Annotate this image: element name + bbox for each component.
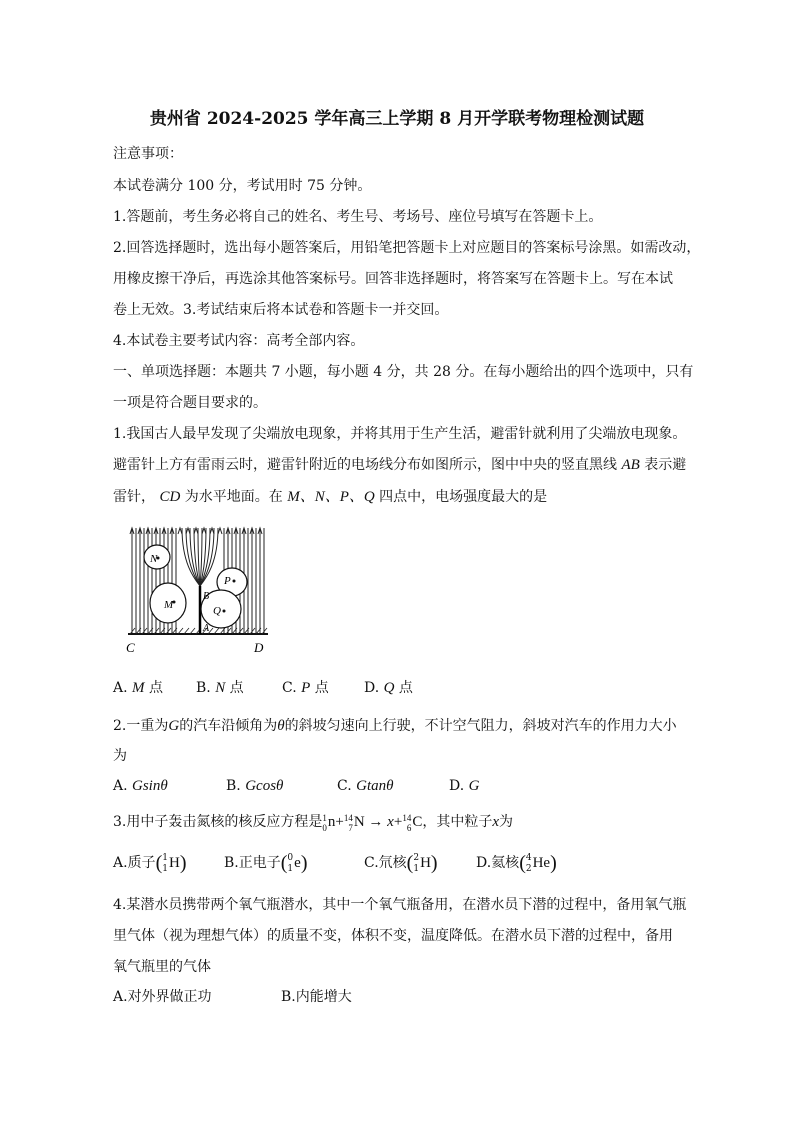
notice-heading: 注意事项： [113,146,183,162]
field-line [202,528,206,534]
q2-var-theta: θ [277,718,285,734]
q4-line-3: 氧气瓶里的气体 [113,959,211,975]
option-key: D. [364,680,384,696]
q2-line-1-b: 的汽车沿倾角为 [179,718,278,734]
q1-var-points: M、N、P、Q [287,489,375,505]
mass-number: 4 [525,853,532,863]
option-tail: 点 [225,680,244,696]
option-key: B. [224,855,239,871]
option-text: 对外界做正功 [127,989,212,1005]
notice-line-2: 1.答题前，考生务必将自己的姓名、考生号、考场号、座位号填写在答题卡上。 [113,209,603,225]
field-line [186,528,190,534]
option-key: D. [476,855,492,871]
option-tail: 点 [394,680,413,696]
q3-line-1-c: 为 [499,814,513,830]
q2-line-2: 为 [113,748,127,764]
q1-option-d[interactable] [364,678,413,698]
mass-number: 0 [287,853,294,863]
label-d: D [254,640,264,655]
charge-number: 6 [406,822,412,833]
element-symbol: H [420,855,431,871]
label-c: C [126,640,135,655]
q4-line-2: 里气体（视为理想气体）的质量不变，体积不变，温度降低。在潜水员下潜的过程中，备用 [113,928,673,944]
option-key: C. [337,778,357,794]
option-var: P [301,680,311,696]
option-key: A. [113,989,128,1005]
section1-line-1: 一、单项选择题：本题共 7 小题，每小题 4 分，共 28 分。在每小题给出的四个选项中，只有 [113,364,694,380]
q1-var-cd: CD [159,489,181,505]
arrow-icon: → [364,814,388,830]
mass-number: 14 [402,812,412,823]
option-key: B. [281,989,296,1005]
q3-option-a[interactable]: A.质子(1 1H) [113,852,187,874]
charge-number: 1 [413,864,420,874]
notice-line-4: 用橡皮擦干净后，再选涂其他答案标号。回答非选择题时，将答案写在答题卡上。写在本试 [113,271,673,287]
element-symbol: H [168,855,180,871]
q2-var-g: G [168,718,180,734]
option-var: Q [383,680,395,696]
option-name: 质子 [127,855,156,871]
label-p: P [224,575,231,587]
field-line [200,528,218,586]
section1-line-2: 一项是符合题目要求的。 [113,395,267,411]
label-b: B [203,591,210,602]
label-a: A [203,623,210,634]
q1-line-3-b: 为水平地面。在 [184,489,283,505]
nitrogen-symbol: N [353,814,365,830]
mass-number: 2 [413,853,420,863]
option-expr: Gsinθ [132,778,168,794]
exam-title: 贵州省 2024-2025 学年高三上学期 8 月开学联考物理检测试题 [149,109,645,129]
neutron-symbol: n [327,814,336,830]
option-key: B. [196,680,216,696]
reaction-equation [322,812,422,833]
q1-line-3-a: 雷针， [113,489,155,505]
q1-option-c[interactable] [282,678,329,698]
q3-option-d[interactable]: D.氦核(4 2He) [476,852,557,874]
field-line [218,528,222,534]
q1-option-a[interactable] [113,678,163,698]
q1-line-2-a: 避雷针上方有雷雨云时，避雷针附近的电场线分布如图所示，图中中央的竖直黑线 [113,457,617,473]
mass-number: 14 [343,812,353,823]
carbon-symbol: C [412,814,423,830]
notice-line-5: 卷上无效。3.考试结束后将本试卷和答题卡一并交回。 [113,302,449,318]
notice-line-3: 2.回答选择题时，选出每小题答案后，用铅笔把答题卡上对应题目的答案标号涂黑。如需改动， [113,240,701,256]
notice-line-1: 本试卷满分 100 分，考试用时 75 分钟。 [113,178,372,194]
option-key: B. [226,778,246,794]
option-tail: 点 [310,680,329,696]
q2-line-1 [113,716,677,736]
q3-line-1-b: ，其中粒子 [422,814,493,830]
option-key: A. [113,680,133,696]
q1-line-2-b: 表示避 [644,457,687,473]
q1-line-3-c: 四点中，电场强度最大的是 [379,489,548,505]
charge-number: 1 [287,864,294,874]
option-key: A. [113,855,128,871]
q3-line-1 [113,812,513,833]
q4-option-a[interactable] [113,987,212,1007]
q2-option-c[interactable] [337,776,394,796]
q2-option-d[interactable] [449,776,479,796]
field-line [178,528,182,534]
charge-number: 1 [162,864,168,874]
mass-number: 1 [162,853,168,863]
q1-line-1: 1.我国古人最早发现了尖端放电现象，并将其用于生产生活，避雷针就利用了尖端放电现象。 [113,426,687,442]
label-n: N [150,553,158,565]
option-var: M [132,680,145,696]
label-m: M [164,599,174,611]
option-name: 正电子 [238,855,281,871]
option-expr: Gcosθ [245,778,284,794]
q3-option-c[interactable]: C.氘核(2 1H) [364,852,438,874]
q3-option-b[interactable]: B.正电子(0 1e) [224,852,308,874]
option-key: A. [113,778,133,794]
charge-number: 2 [525,864,532,874]
option-tail: 点 [144,680,163,696]
option-expr: Gtanθ [356,778,394,794]
plus-sign: + [335,814,344,830]
option-var: N [215,680,226,696]
option-name: 氦核 [491,855,520,871]
q4-option-b[interactable] [281,987,352,1007]
unknown-particle: x [387,814,394,830]
q3-line-1-a: 3.用中子轰击氮核的核反应方程是 [113,814,323,830]
field-line [210,528,214,534]
mass-number: 1 [322,812,327,823]
q2-line-1-a: 2.一重为 [113,718,169,734]
option-expr: G [468,778,480,794]
charge-number: 7 [348,822,353,833]
element-symbol: He [532,855,551,871]
q1-option-b[interactable] [196,678,244,698]
field-line-figure [120,524,280,656]
field-line [182,528,200,586]
q4-line-1: 4.某潜水员携带两个氧气瓶潜水，其中一个氧气瓶备用，在潜水员下潜的过程中，备用氧气瓶 [113,897,687,913]
plus-sign: + [393,814,403,830]
element-symbol: e [294,855,301,871]
q1-line-2 [113,455,686,475]
option-key: D. [449,778,469,794]
q2-line-1-c: 的斜坡匀速向上行驶，不计空气阻力，斜坡对汽车的作用力大小 [284,718,677,734]
q1-var-ab: AB [621,457,640,473]
notice-line-6: 4.本试卷主要考试内容：高考全部内容。 [113,333,365,349]
field-line [194,528,198,534]
label-q: Q [213,605,221,617]
option-key: C. [282,680,302,696]
q2-option-a[interactable] [113,776,168,796]
q1-line-3 [113,487,547,507]
charge-number: 0 [322,822,327,833]
option-key: C. [364,855,379,871]
q2-option-b[interactable] [226,776,283,796]
q3-var-x: x [492,814,499,830]
option-text: 内能增大 [295,989,352,1005]
option-name: 氘核 [378,855,407,871]
